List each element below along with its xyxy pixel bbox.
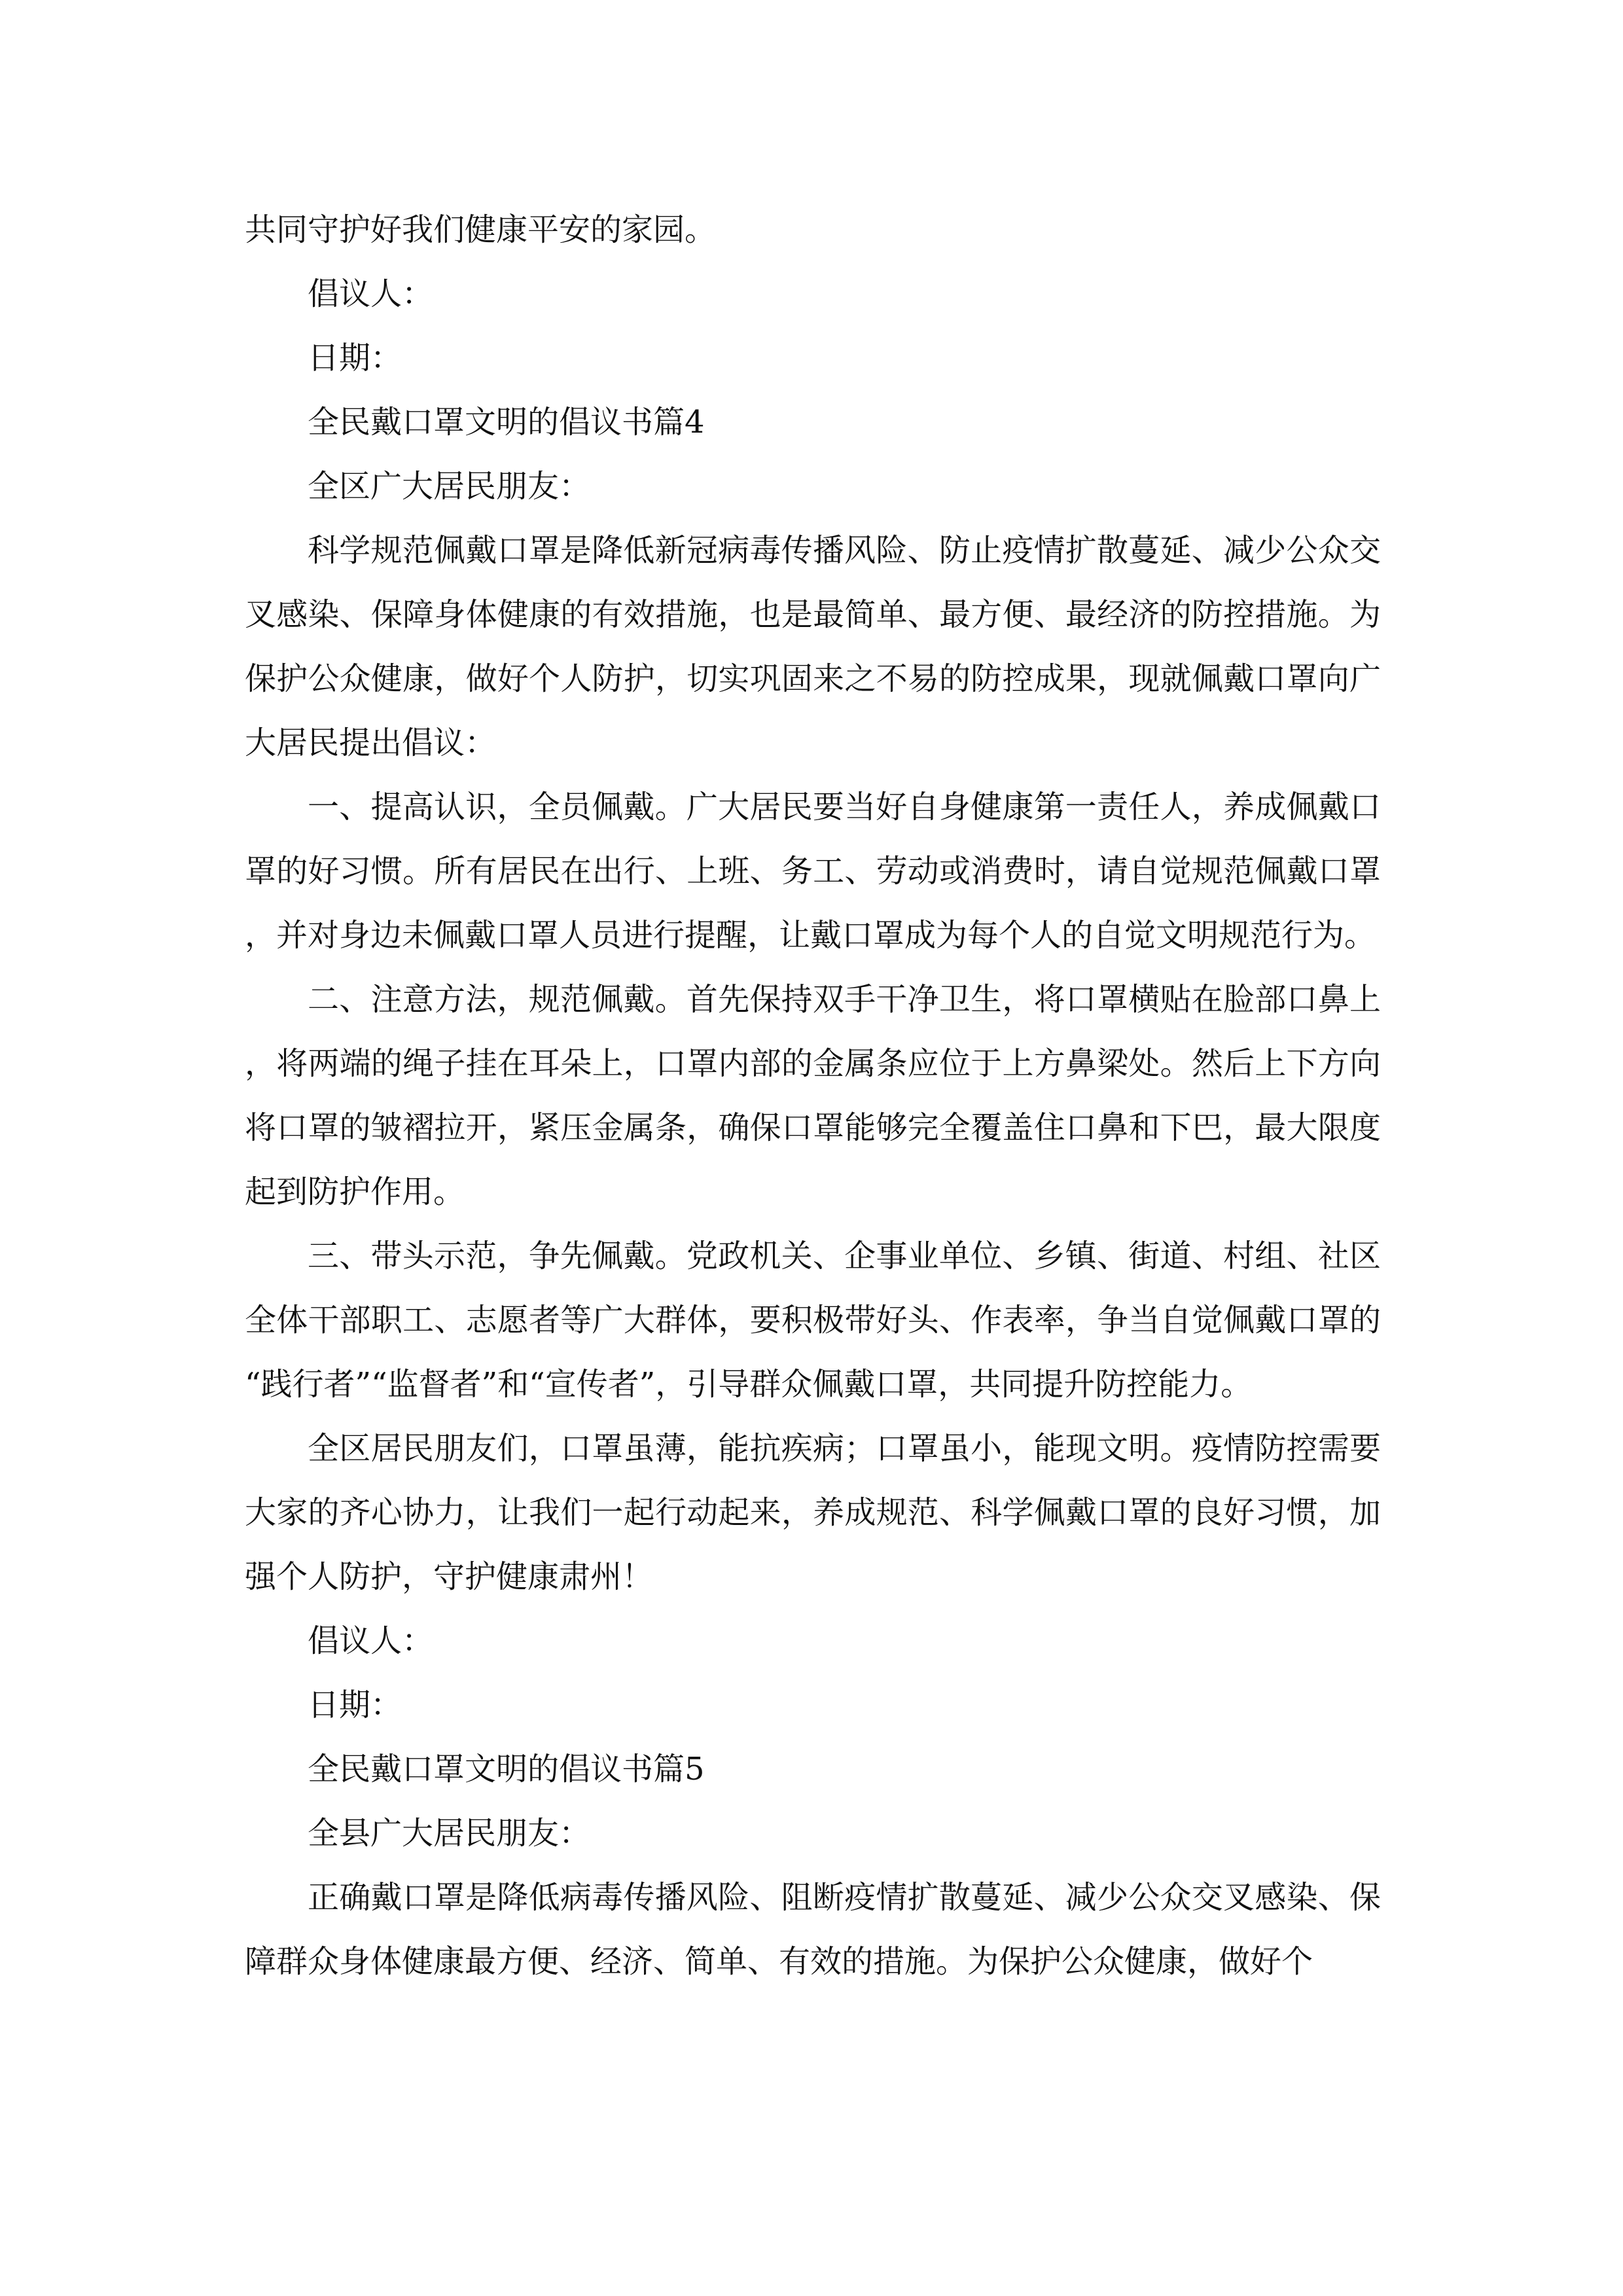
signatory-label: 倡议人：: [308, 276, 434, 312]
paragraph: 共同守护好我们健康平安的家园。: [245, 211, 717, 248]
section-heading: 全民戴口罩文明的倡议书篇5: [308, 1751, 705, 1787]
date-label: 日期：: [308, 1687, 402, 1723]
paragraph: 一、提高认识，全员佩戴。广大居民要当好自身健康第一责任人，养成佩戴口罩的好习惯。所有居民在出行、上班、务工、劳动或消费时，请自觉规范佩戴口罩，并对身边未佩戴口罩人员进行提醒，让戴口罩成为每个人的自觉文明规范行为。: [245, 789, 1381, 954]
section-heading: 全民戴口罩文明的倡议书篇4: [308, 404, 705, 440]
salutation: 全区广大居民朋友：: [308, 468, 591, 505]
salutation: 全县广大居民朋友：: [308, 1815, 591, 1852]
paragraph: 全区居民朋友们，口罩虽薄，能抗疾病；口罩虽小，能现文明。疫情防控需要大家的齐心协力，让我们一起行动起来，养成规范、科学佩戴口罩的良好习惯，加强个人防护，守护健康肃州！: [245, 1430, 1381, 1595]
paragraph: 二、注意方法，规范佩戴。首先保持双手干净卫生，将口罩横贴在脸部口鼻上，将两端的绳子挂在耳朵上，口罩内部的金属条应位于上方鼻梁处。然后上下方向将口罩的皱褶拉开，紧压金属条，确保口罩能够完全覆盖住口鼻和下巴，最大限度起到防护作用。: [245, 981, 1381, 1210]
signatory-label: 倡议人：: [308, 1623, 434, 1659]
document-body: [245, 198, 1381, 1994]
paragraph: 科学规范佩戴口罩是降低新冠病毒传播风险、防止疫情扩散蔓延、减少公众交叉感染、保障身体健康的有效措施，也是最简单、最方便、最经济的防控措施。为保护公众健康，做好个人防护，切实巩固来之不易的防控成果，现就佩戴口罩向广大居民提出倡议：: [245, 532, 1381, 761]
date-label: 日期：: [308, 340, 402, 376]
paragraph: 正确戴口罩是降低病毒传播风险、阻断疫情扩散蔓延、减少公众交叉感染、保障群众身体健康最方便、经济、简单、有效的措施。为保护公众健康，做好个: [245, 1879, 1381, 1980]
paragraph: 三、带头示范，争先佩戴。党政机关、企事业单位、乡镇、街道、村组、社区全体干部职工、志愿者等广大群体，要积极带好头、作表率，争当自觉佩戴口罩的“践行者”“监督者”和“宣传者”，引导群众佩戴口罩，共同提升防控能力。: [245, 1238, 1381, 1403]
